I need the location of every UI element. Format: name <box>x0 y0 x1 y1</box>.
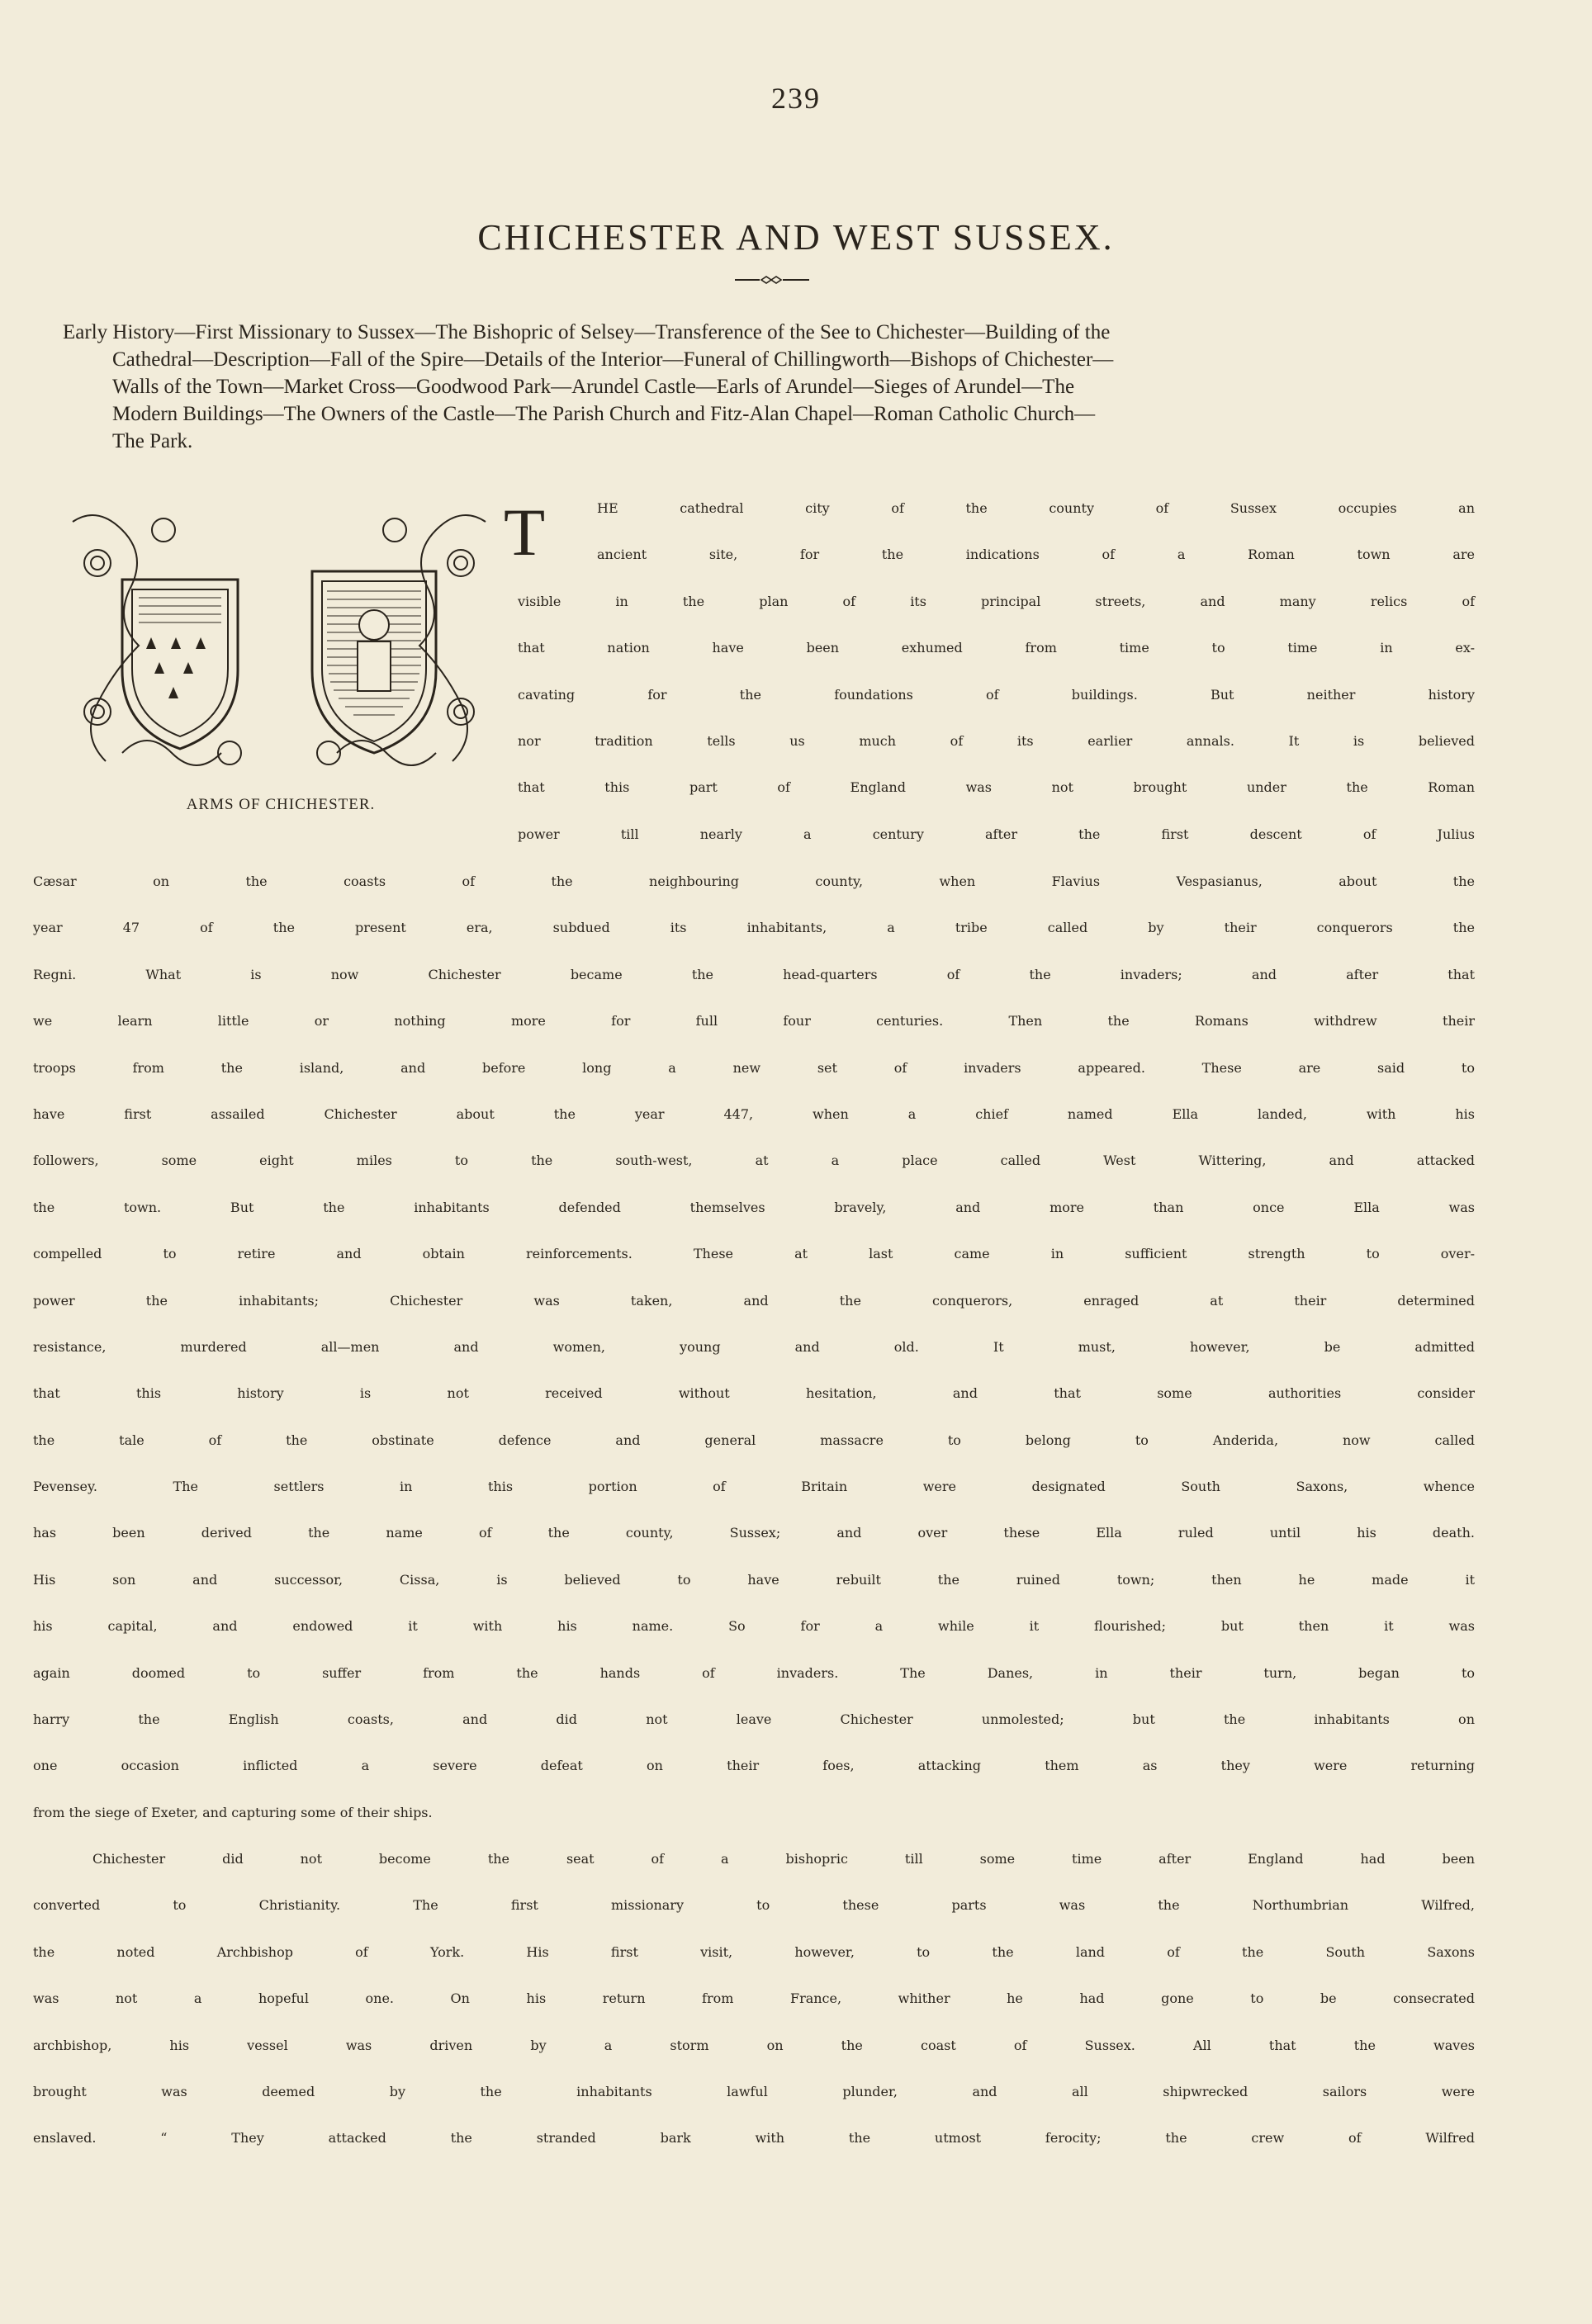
text-line: that nation have been exhumed from time to time in ex- <box>518 640 1475 656</box>
text-line: power the inhabitants; Chichester was taken, and the conquerors, enraged at their determined <box>33 1292 1475 1309</box>
text-line: power till nearly a century after the first descent of Julius <box>518 826 1475 842</box>
text-line: again doomed to suffer from the hands of invaders. The Danes, in their turn, began to <box>33 1664 1475 1681</box>
text-line: the noted Archbishop of York. His first visit, however, to the land of the South Saxons <box>33 1943 1475 1960</box>
text-line: year 47 of the present era, subdued its inhabitants, a tribe called by their conquerors the <box>33 920 1475 936</box>
text-line: has been derived the name of the county, Sussex; and over these Ella ruled until his death. <box>33 1525 1475 1541</box>
opening-paragraph-lines <box>518 500 1475 873</box>
body-paragraph <box>33 873 1475 1851</box>
text-line: cavating for the foundations of buildings. But neither history <box>518 686 1475 703</box>
text-line: visible in the plan of its principal streets, and many relics of <box>518 593 1475 609</box>
text-line: followers, some eight miles to the south-west, at a place called West Wittering, and attacked <box>33 1153 1475 1169</box>
text-line: was not a hopeful one. On his return from France, whither he had gone to be consecrated <box>33 1990 1475 2007</box>
text-line: Cæsar on the coasts of the neighbouring county, when Flavius Vespasianus, about the <box>33 873 1475 889</box>
text-line: His son and successor, Cissa, is believed to have rebuilt the ruined town; then he made it <box>33 1571 1475 1588</box>
page-number: 239 <box>771 82 821 115</box>
text-line: his capital, and endowed it with his name. So for a while it flourished; but then it was <box>33 1618 1475 1635</box>
synopsis-line: Modern Buildings—The Owners of the Castle—The Parish Church and Fitz-Alan Chapel—Roman Catholic Church— <box>112 403 1096 425</box>
title-ornament <box>735 274 809 286</box>
text-line: HE cathedral city of the county of Sussex occupies an <box>597 500 1475 516</box>
text-line: Pevensey. The settlers in this portion of Britain were designated South Saxons, whence <box>33 1479 1475 1495</box>
text-line: brought was deemed by the inhabitants lawful plunder, and all shipwrecked sailors were <box>33 2083 1475 2099</box>
text-line: ancient site, for the indications of a Roman town are <box>597 547 1475 563</box>
text-line: one occasion inflicted a severe defeat on their foes, attacking them as they were returning <box>33 1758 1475 1774</box>
chapter-synopsis <box>63 319 1478 455</box>
text-line: resistance, murdered all—men and women, young and old. It must, however, be admitted <box>33 1338 1475 1355</box>
text-line: Regni. What is now Chichester became the head-quarters of the invaders; and after that <box>33 966 1475 982</box>
text-line: the town. But the inhabitants defended themselves bravely, and more than once Ella was <box>33 1199 1475 1215</box>
drop-cap: T <box>504 495 546 570</box>
figure-caption: ARMS OF CHICHESTER. <box>186 796 376 813</box>
synopsis-line: Cathedral—Description—Fall of the Spire—Details of the Interior—Funeral of Chillingworth—Bishops of Chichester— <box>112 348 1114 371</box>
text-line: converted to Christianity. The first missionary to these parts was the Northumbrian Wilfred, <box>33 1897 1475 1914</box>
synopsis-line: The Park. <box>112 430 193 452</box>
text-line: archbishop, his vessel was driven by a storm on the coast of Sussex. All that the waves <box>33 2037 1475 2053</box>
text-line: that this history is not received without hesitation, and that some authorities consider <box>33 1385 1475 1402</box>
text-line: the tale of the obstinate defence and general massacre to belong to Anderida, now called <box>33 1432 1475 1448</box>
text-line: harry the English coasts, and did not leave Chichester unmolested; but the inhabitants on <box>33 1711 1475 1728</box>
text-line: troops from the island, and before long a new set of invaders appeared. These are said to <box>33 1059 1475 1076</box>
chapter-title: CHICHESTER AND WEST SUSSEX. <box>477 217 1115 258</box>
synopsis-line: Walls of the Town—Market Cross—Goodwood Park—Arundel Castle—Earls of Arundel—Sieges of Arundel—The <box>112 376 1075 398</box>
synopsis-line: Early History—First Missionary to Sussex—The Bishopric of Selsey—Transference of the See to Chichester—Building of the <box>63 321 1111 343</box>
text-line: compelled to retire and obtain reinforcements. These at last came in sufficient strength to over- <box>33 1246 1475 1262</box>
text-line: that this part of England was not brought under the Roman <box>518 779 1475 796</box>
text-line: enslaved. “ They attacked the stranded bark with the utmost ferocity; the crew of Wilfred <box>33 2130 1475 2147</box>
arms-of-chichester-illustration <box>64 505 494 778</box>
text-line: from the siege of Exeter, and capturing some of their ships. <box>33 1804 433 1820</box>
text-line: Chichester did not become the seat of a bishopric till some time after England had been <box>92 1851 1475 1867</box>
second-paragraph <box>33 1851 1475 2177</box>
text-line: nor tradition tells us much of its earlier annals. It is believed <box>518 732 1475 749</box>
text-line: have first assailed Chichester about the year 447, when a chief named Ella landed, with his <box>33 1105 1475 1122</box>
text-line: we learn little or nothing more for full four centuries. Then the Romans withdrew their <box>33 1013 1475 1029</box>
